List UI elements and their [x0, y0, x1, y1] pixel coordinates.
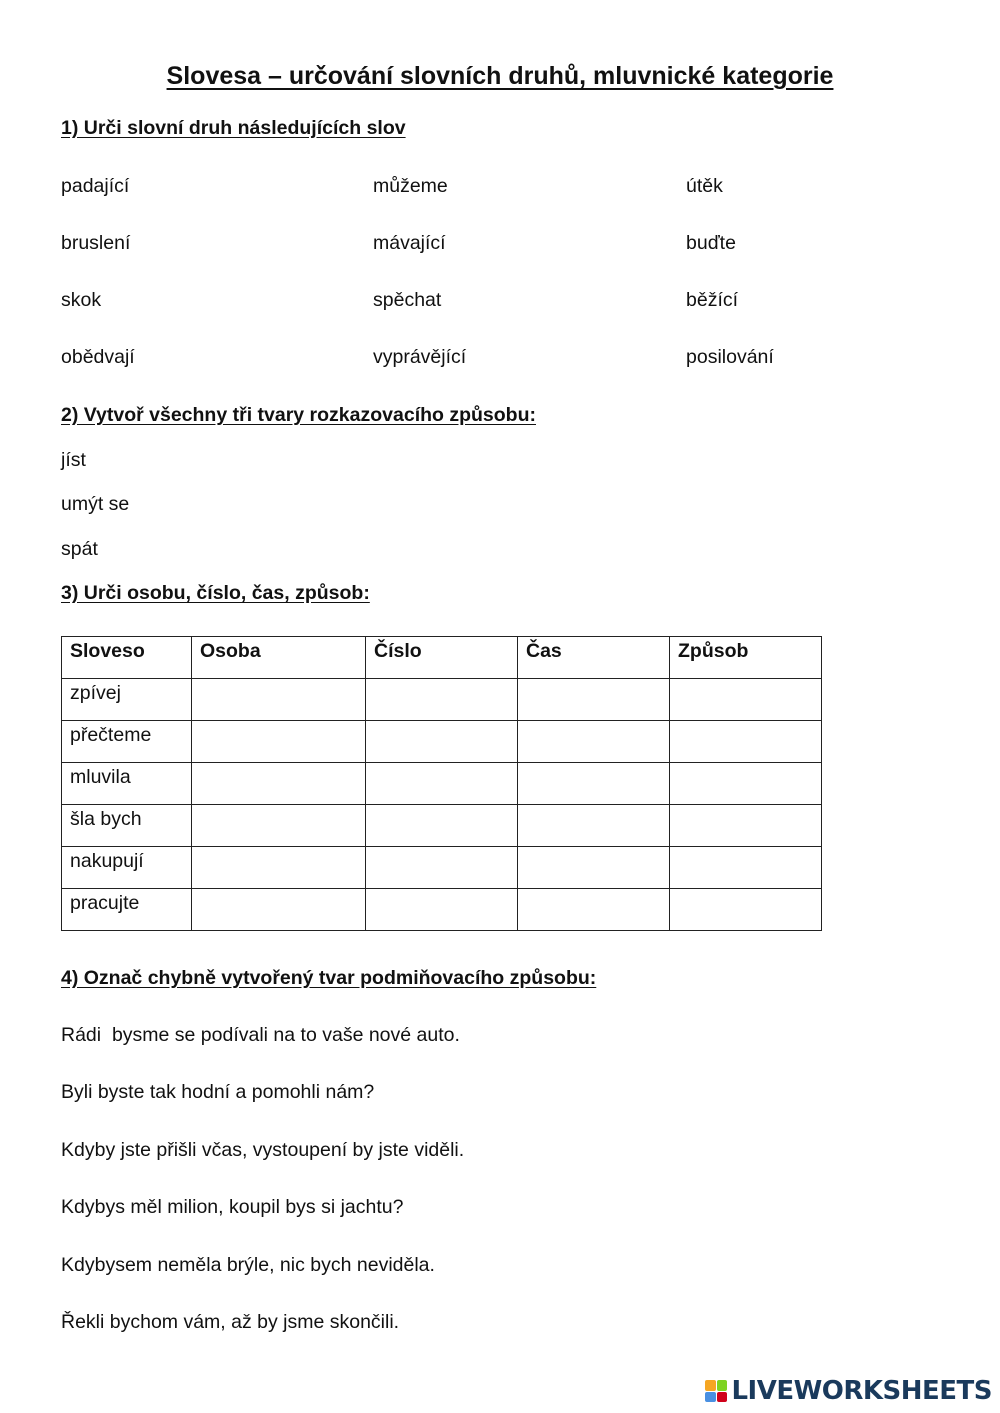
answer-cell[interactable]: [518, 889, 670, 931]
answer-cell[interactable]: [518, 679, 670, 721]
table-row: [62, 889, 822, 931]
answer-cell[interactable]: [192, 805, 366, 847]
answer-cell[interactable]: [366, 721, 518, 763]
word-item: vyprávějící: [373, 346, 467, 368]
answer-cell[interactable]: [366, 763, 518, 805]
column-header: Osoba: [192, 637, 366, 679]
answer-cell[interactable]: [192, 763, 366, 805]
answer-cell[interactable]: [670, 805, 822, 847]
word-item: můžeme: [373, 175, 448, 197]
answer-cell[interactable]: [670, 889, 822, 931]
sentence-item[interactable]: Kdyby jste přišli včas, vystoupení by jste viděli.: [61, 1139, 465, 1161]
logo-text: LIVEWORKSHEETS: [731, 1376, 992, 1406]
word-item: spěchat: [373, 289, 442, 311]
sentence-item[interactable]: Rádi bysme se podívali na to vaše nové auto.: [61, 1024, 460, 1046]
word-item: padající: [61, 175, 130, 197]
answer-cell[interactable]: [192, 679, 366, 721]
word-item: buďte: [686, 232, 736, 254]
word-item: bruslení: [61, 232, 131, 254]
answer-cell[interactable]: [192, 721, 366, 763]
word-item: obědvají: [61, 346, 135, 368]
verb-cell: přečteme: [62, 721, 192, 763]
answer-cell[interactable]: [366, 847, 518, 889]
word-item: skok: [61, 289, 102, 311]
verb-cell: nakupují: [62, 847, 192, 889]
column-header: Způsob: [670, 637, 822, 679]
table-row: [62, 847, 822, 889]
verb-cell: šla bych: [62, 805, 192, 847]
answer-cell[interactable]: [366, 805, 518, 847]
logo-icon: [705, 1380, 727, 1402]
table-row: [62, 805, 822, 847]
table-header-row: [62, 637, 822, 679]
word-item: mávající: [373, 232, 446, 254]
sentence-item[interactable]: Kdybysem neměla brýle, nic bych neviděla.: [61, 1254, 435, 1276]
word-item: běžící: [686, 289, 739, 311]
answer-cell[interactable]: [518, 805, 670, 847]
answer-cell[interactable]: [518, 763, 670, 805]
answer-cell[interactable]: [192, 847, 366, 889]
verb-cell: zpívej: [62, 679, 192, 721]
verb-item: umýt se: [61, 493, 130, 515]
verb-item: jíst: [61, 449, 86, 471]
sentence-item[interactable]: Kdybys měl milion, koupil bys si jachtu?: [61, 1196, 404, 1218]
word-item: útěk: [686, 175, 723, 197]
column-header: Sloveso: [62, 637, 192, 679]
section-4-heading: 4) Označ chybně vytvořený tvar podmiňovacího způsobu:: [61, 967, 597, 989]
sentence-item[interactable]: Byli byste tak hodní a pomohli nám?: [61, 1081, 375, 1103]
section-1-heading: 1) Urči slovní druh následujících slov: [61, 117, 406, 139]
liveworksheets-logo: [705, 1376, 992, 1406]
answer-cell[interactable]: [670, 847, 822, 889]
column-header: Čas: [518, 637, 670, 679]
answer-cell[interactable]: [192, 889, 366, 931]
answer-cell[interactable]: [670, 763, 822, 805]
verb-item: spát: [61, 538, 98, 560]
table-row: [62, 679, 822, 721]
answer-cell[interactable]: [366, 889, 518, 931]
verb-cell: pracujte: [62, 889, 192, 931]
answer-cell[interactable]: [670, 679, 822, 721]
verb-cell: mluvila: [62, 763, 192, 805]
answer-cell[interactable]: [670, 721, 822, 763]
sentence-item[interactable]: Řekli bychom vám, až by jsme skončili.: [61, 1311, 400, 1333]
verb-table: [61, 636, 822, 931]
page-title: Slovesa – určování slovních druhů, mluvnické kategorie: [166, 62, 834, 90]
answer-cell[interactable]: [518, 721, 670, 763]
section-3-heading: 3) Urči osobu, číslo, čas, způsob:: [61, 582, 370, 604]
answer-cell[interactable]: [518, 847, 670, 889]
answer-cell[interactable]: [366, 679, 518, 721]
section-2-heading: 2) Vytvoř všechny tři tvary rozkazovacího způsobu:: [61, 404, 536, 426]
table-row: [62, 721, 822, 763]
table-row: [62, 763, 822, 805]
word-item: posilování: [686, 346, 774, 368]
column-header: Číslo: [366, 637, 518, 679]
